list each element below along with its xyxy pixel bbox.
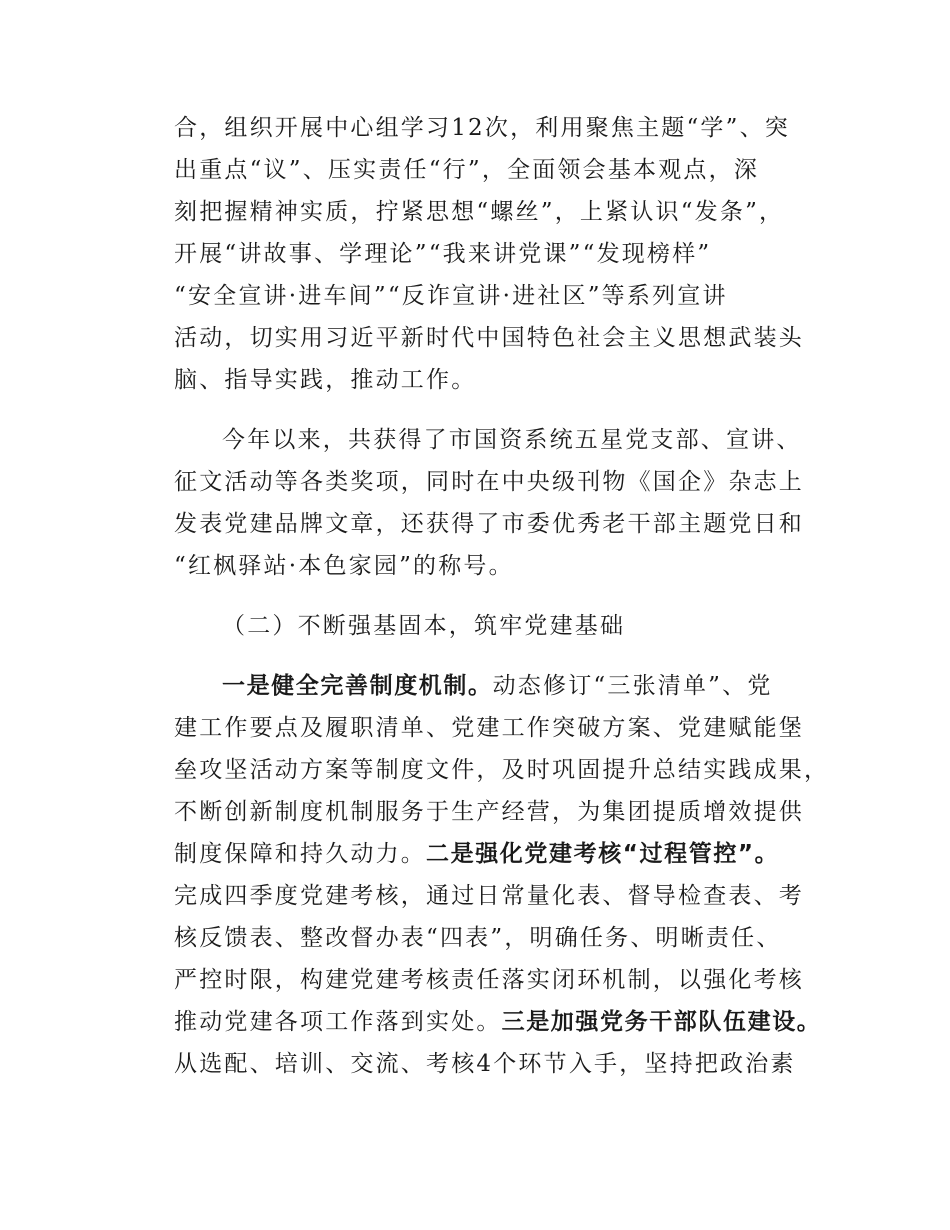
paragraph-1-line-1: 合，组织开展中心组学习12次，利用聚焦主题“学”、突 (174, 115, 790, 141)
paragraph-3-line-9-text: 推动党建各项工作落到实处。 (174, 1009, 502, 1035)
paragraph-3-line-5-text: 制度保障和持久动力。 (174, 841, 426, 867)
paragraph-3-bold-3: 三是加强党务干部队伍建设。 (501, 1009, 822, 1035)
paragraph-3-line-3: 垒攻坚活动方案等制度文件，及时巩固提升总结实践成果， (174, 757, 830, 783)
paragraph-3-line-9 (174, 1008, 822, 1036)
paragraph-2-line-4: “红枫驿站·本色家园”的称号。 (174, 553, 514, 579)
paragraph-2-line-3: 发表党建品牌文章，还获得了市委优秀老干部主题党日和 (174, 511, 804, 537)
paragraph-3-line-5 (174, 840, 814, 868)
paragraph-3-line-1 (222, 672, 862, 700)
paragraph-2-line-1: 今年以来，共获得了市国资系统五星党支部、宣讲、 (222, 427, 802, 453)
paragraph-1-line-4: 开展“讲故事、学理论”“我来讲党课”“发现榜样” (174, 241, 712, 267)
paragraph-3-bold-2: 二是强化党建考核“过程管控”。 (426, 841, 780, 867)
paragraph-3-line-6: 完成四季度党建考核，通过日常量化表、督导检查表、考 (174, 883, 804, 909)
paragraph-3-line-1-text: 动态修订“三张清单”、党 (492, 673, 773, 699)
paragraph-1-line-5: “安全宣讲·进车间”“反诈宣讲·进社区”等系列宣讲 (174, 283, 728, 309)
paragraph-3-line-2: 建工作要点及履职清单、党建工作突破方案、党建赋能堡 (174, 715, 804, 741)
paragraph-2-line-2: 征文活动等各类奖项，同时在中央级刊物《国企》杂志上 (174, 469, 804, 495)
paragraph-3-line-10: 从选配、培训、交流、考核4个环节入手，坚持把政治素 (174, 1051, 796, 1077)
paragraph-3-line-7: 核反馈表、整改督办表“四表”，明确任务、明晰责任、 (174, 925, 782, 951)
paragraph-3-line-8: 严控时限，构建党建考核责任落实闭环机制，以强化考核 (174, 967, 804, 993)
paragraph-1-line-3: 刻把握精神实质，拧紧思想“螺丝”，上紧认识“发条”， (174, 199, 785, 225)
paragraph-3-bold-1: 一是健全完善制度机制。 (222, 673, 493, 699)
paragraph-1-line-7: 脑、指导实践，推动工作。 (174, 367, 477, 393)
paragraph-1-line-2: 出重点“议”、压实责任“行”，全面领会基本观点，深 (174, 157, 760, 183)
section-heading: （二）不断强基固本，筑牢党建基础 (222, 613, 626, 639)
paragraph-3-line-4: 不断创新制度机制服务于生产经营，为集团提质增效提供 (174, 799, 804, 825)
paragraph-1-line-6: 活动，切实用习近平新时代中国特色社会主义思想武装头 (174, 325, 804, 351)
